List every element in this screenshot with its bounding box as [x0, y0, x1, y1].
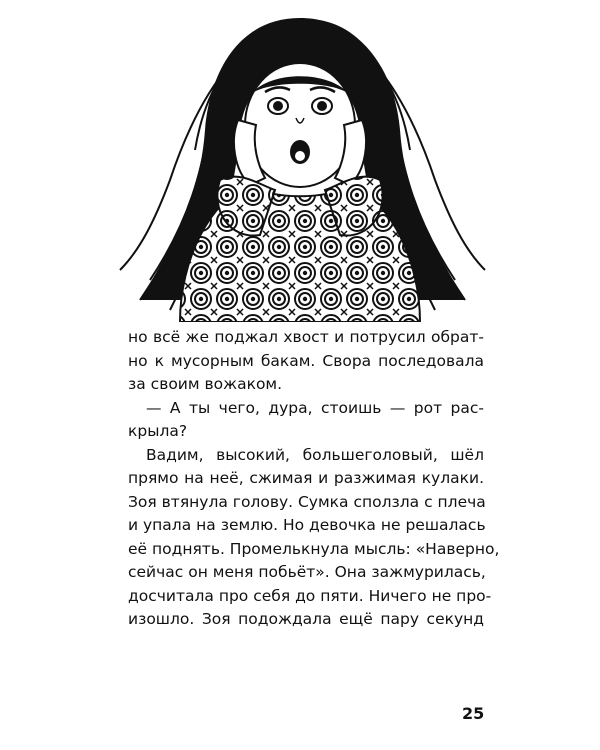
text-line: но всё же поджал хвост и потрусил обрат- [128, 328, 484, 346]
page-number: 25 [462, 704, 485, 723]
text-line: Зоя втянула голову. Сумка сползла с плеча [128, 492, 486, 511]
text-line: Вадим, высокий, большеголовый, шёл [146, 445, 484, 464]
text-line: её поднять. Промелькнула мысль: «Наверно, [128, 539, 500, 558]
text-line: сейчас он меня побьёт». Она зажмурилась, [128, 563, 486, 581]
text-line: досчитала про себя до пяти. Ничего не про- [128, 586, 492, 605]
text-line: крыла? [128, 422, 188, 440]
text-line: за своим вожаком. [128, 375, 283, 393]
text-line: — А ты чего, дура, стоишь — рот рас- [146, 398, 484, 417]
text-line: но к мусорным бакам. Свора последовала [128, 351, 484, 370]
text-line: прямо на неё, сжимая и разжимая кулаки. [128, 469, 484, 487]
text-line: изошло. Зоя подождала ещё пару секунд [128, 610, 484, 628]
text-line: и упала на землю. Но девочка не решалась [128, 516, 486, 534]
body-text [128, 326, 500, 632]
girl-illustration [110, 0, 490, 322]
